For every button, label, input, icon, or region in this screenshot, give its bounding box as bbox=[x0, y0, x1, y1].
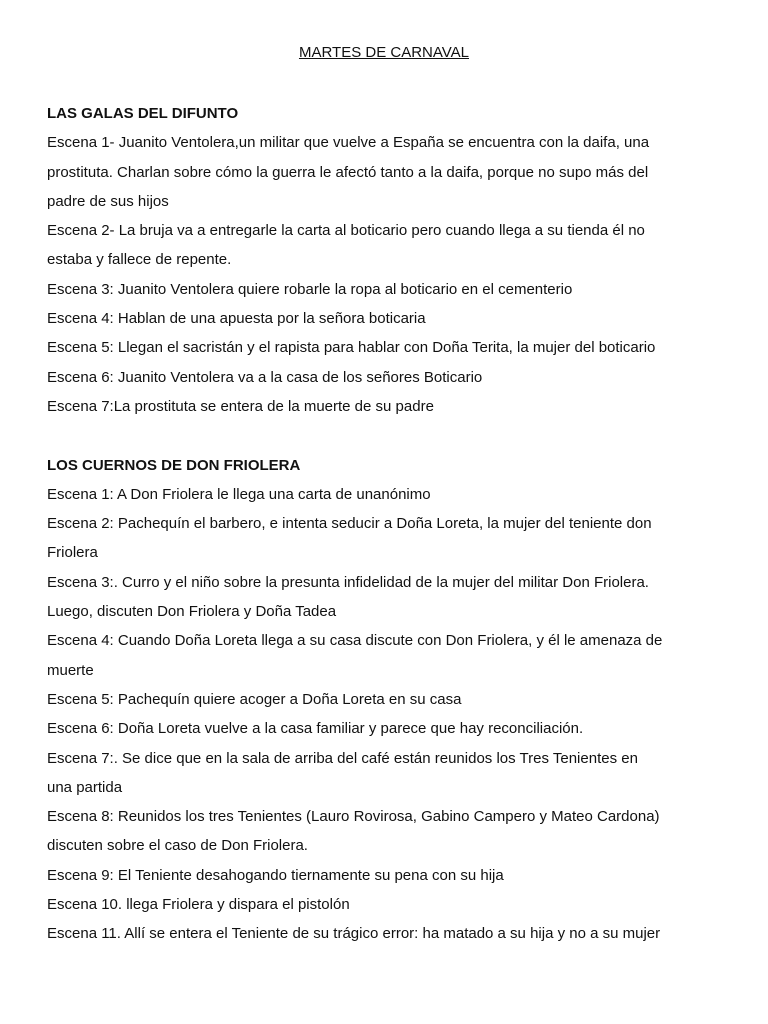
section-heading: LOS CUERNOS DE DON FRIOLERA bbox=[47, 456, 301, 474]
section-los-cuernos-de-don-friolera bbox=[47, 451, 697, 949]
text-line: Escena 2- La bruja va a entregarle la carta al boticario pero cuando llega a su tienda él no bbox=[47, 222, 645, 240]
text-line: estaba y fallece de repente. bbox=[47, 251, 232, 269]
document-title: MARTES DE CARNAVAL bbox=[298, 44, 470, 61]
section-las-galas-del-difunto bbox=[47, 99, 697, 421]
text-line: padre de sus hijos bbox=[47, 192, 169, 210]
section-heading: LAS GALAS DEL DIFUNTO bbox=[47, 105, 239, 122]
text-line: Escena 10. llega Friolera y dispara el pistolón bbox=[47, 896, 350, 914]
text-line: Escena 3: Juanito Ventolera quiere robarle la ropa al boticario en el cementerio bbox=[47, 280, 573, 298]
text-line: Escena 4: Hablan de una apuesta por la señora boticaria bbox=[47, 310, 426, 328]
section-spacer bbox=[47, 421, 697, 450]
text-line: discuten sobre el caso de Don Friolera. bbox=[47, 837, 308, 855]
text-line: Escena 9: El Teniente desahogando tiernamente su pena con su hija bbox=[47, 866, 504, 884]
text-line: Luego, discuten Don Friolera y Doña Tadea bbox=[47, 603, 337, 621]
text-line: Escena 1- Juanito Ventolera,un militar que vuelve a España se encuentra con la daifa, una bbox=[47, 134, 650, 152]
text-line: Escena 5: Pachequín quiere acoger a Doña Loreta en su casa bbox=[47, 690, 462, 708]
text-line: prostituta. Charlan sobre cómo la guerra le afectó tanto a la daifa, porque no supo más del bbox=[47, 163, 649, 181]
text-line: Escena 11. Allí se entera el Teniente de su trágico error: ha matado a su hija y no a su mujer bbox=[47, 925, 661, 943]
text-line: una partida bbox=[47, 778, 123, 796]
text-line: Escena 5: Llegan el sacristán y el rapista para hablar con Doña Terita, la mujer del boticario bbox=[47, 339, 656, 357]
text-line: Escena 6: Doña Loreta vuelve a la casa familiar y parece que hay reconciliación. bbox=[47, 720, 584, 738]
document-body bbox=[47, 99, 697, 949]
text-line: muerte bbox=[47, 661, 94, 679]
text-line: Friolera bbox=[47, 544, 98, 562]
text-line: Escena 3:. Curro y el niño sobre la presunta infidelidad de la mujer del militar Don Friolera. bbox=[47, 573, 649, 591]
text-line: Escena 7:La prostituta se entera de la muerte de su padre bbox=[47, 397, 434, 415]
text-line: Escena 6: Juanito Ventolera va a la casa de los señores Boticario bbox=[47, 368, 483, 386]
text-line: Escena 8: Reunidos los tres Tenientes (Lauro Rovirosa, Gabino Campero y Mateo Cardona) bbox=[47, 808, 660, 826]
text-line: Escena 2: Pachequín el barbero, e intenta seducir a Doña Loreta, la mujer del teniente don bbox=[47, 515, 652, 533]
text-line: Escena 4: Cuando Doña Loreta llega a su casa discute con Don Friolera, y él le amenaza de bbox=[47, 632, 663, 650]
text-line: Escena 7:. Se dice que en la sala de arriba del café están reunidos los Tres Tenientes en bbox=[47, 749, 638, 767]
text-line: Escena 1: A Don Friolera le llega una carta de unanónimo bbox=[47, 485, 431, 503]
